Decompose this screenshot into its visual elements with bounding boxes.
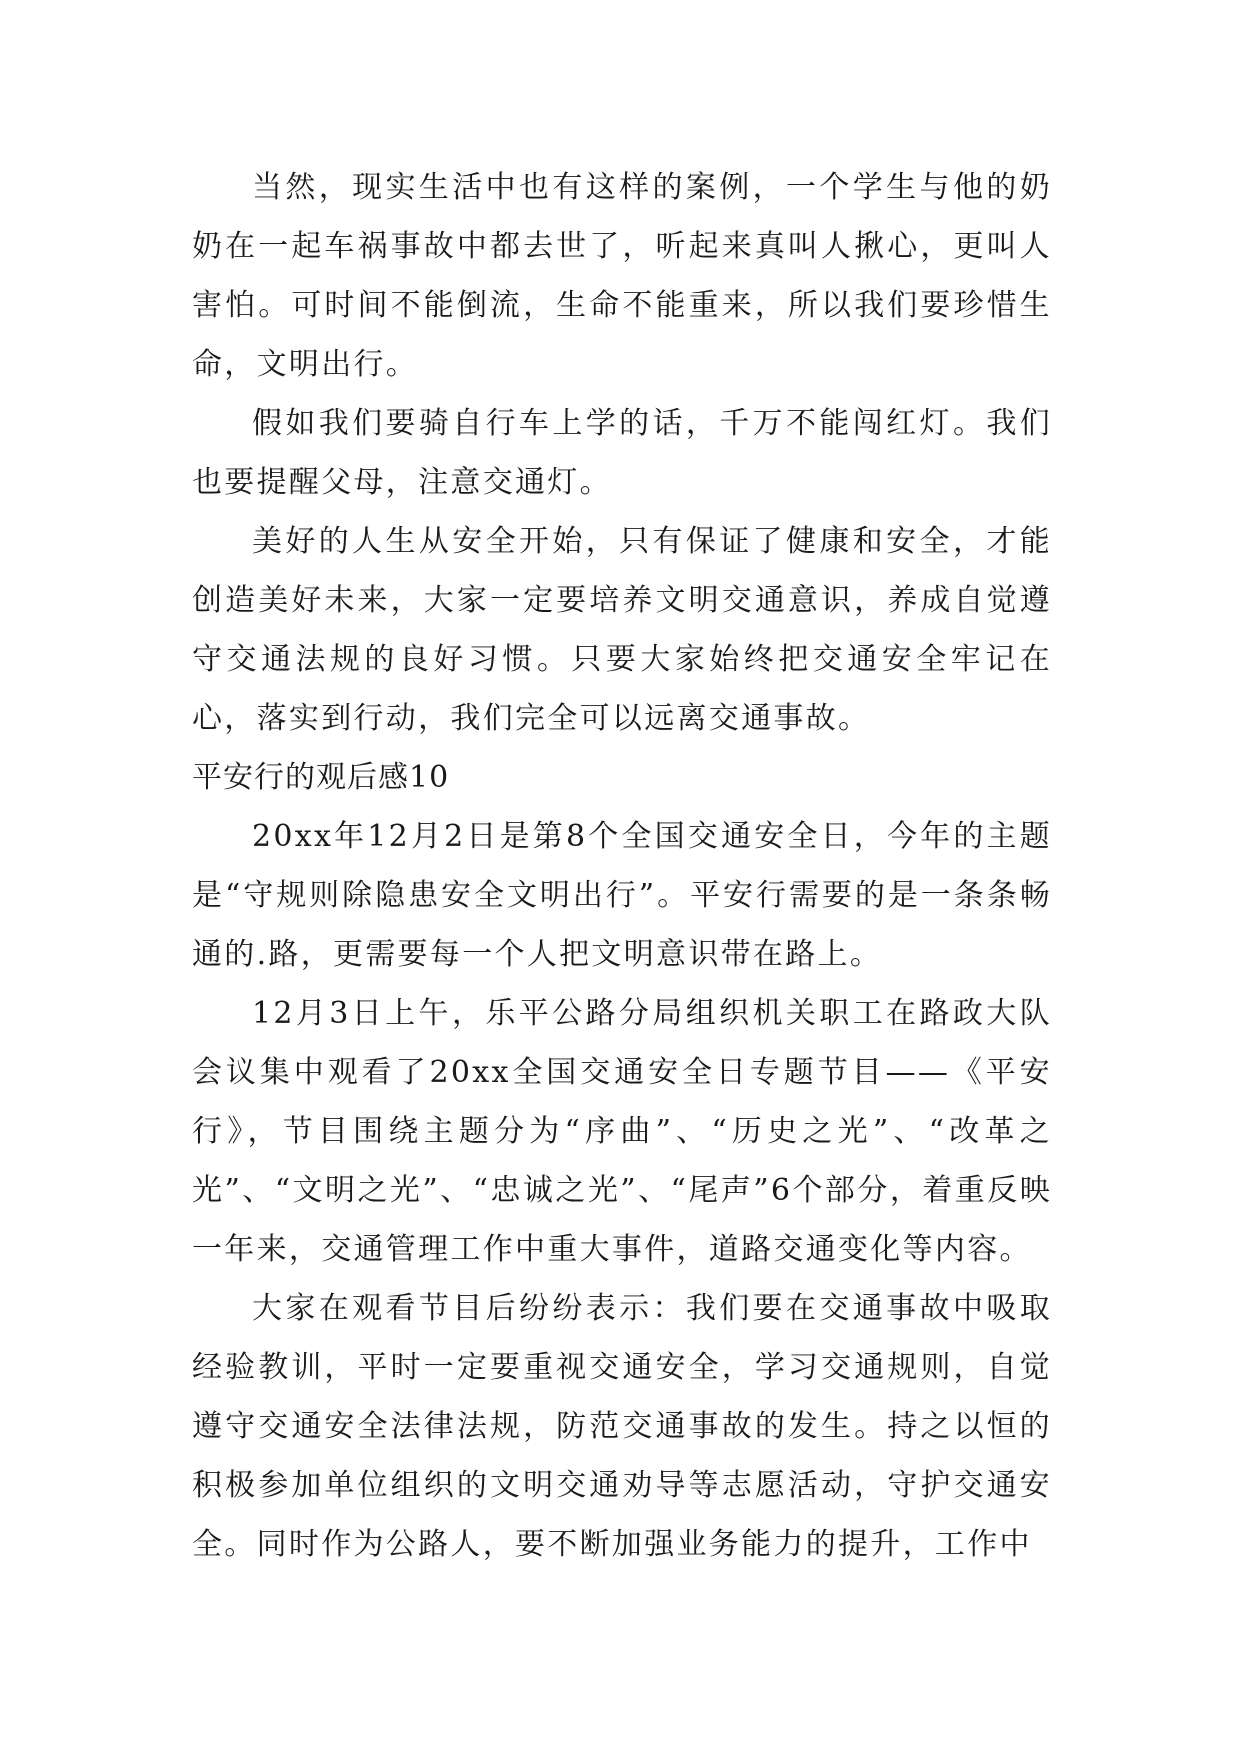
paragraph: 假如我们要骑自行车上学的话，千万不能闯红灯。我们也要提醒父母，注意交通灯。 — [192, 406, 1052, 500]
section-title: 平安行的观后感10 — [192, 760, 450, 795]
document-body — [192, 158, 1052, 1574]
paragraph: 当然，现实生活中也有这样的案例，一个学生与他的奶奶在一起车祸事故中都去世了，听起来真叫人揪心，更叫人害怕。可时间不能倒流，生命不能重来，所以我们要珍惜生命，文明出行。 — [192, 170, 1052, 382]
paragraph: 大家在观看节目后纷纷表示：我们要在交通事故中吸取经验教训，平时一定要重视交通安全，学习交通规则，自觉遵守交通安全法律法规，防范交通事故的发生。持之以恒的积极参加单位组织的文明交通劝导等志愿活动，守护交通安全。同时作为公路人，要不断加强业务能力的提升，工作中 — [192, 1291, 1052, 1562]
paragraph: 美好的人生从安全开始，只有保证了健康和安全，才能创造美好未来，大家一定要培养文明交通意识，养成自觉遵守交通法规的良好习惯。只要大家始终把交通安全牢记在心，落实到行动，我们完全可以远离交通事故。 — [192, 524, 1052, 736]
paragraph: 20xx年12月2日是第8个全国交通安全日，今年的主题是“守规则除隐患安全文明出行”。平安行需要的是一条条畅通的.路，更需要每一个人把文明意识带在路上。 — [192, 819, 1052, 972]
paragraph: 12月3日上午，乐平公路分局组织机关职工在路政大队会议集中观看了20xx全国交通安全日专题节目——《平安行》，节目围绕主题分为“序曲”、“历史之光”、“改革之光”、“文明之光”、“忠诚之光”、“尾声”6个部分，着重反映一年来，交通管理工作中重大事件，道路交通变化等内容。 — [192, 996, 1052, 1267]
